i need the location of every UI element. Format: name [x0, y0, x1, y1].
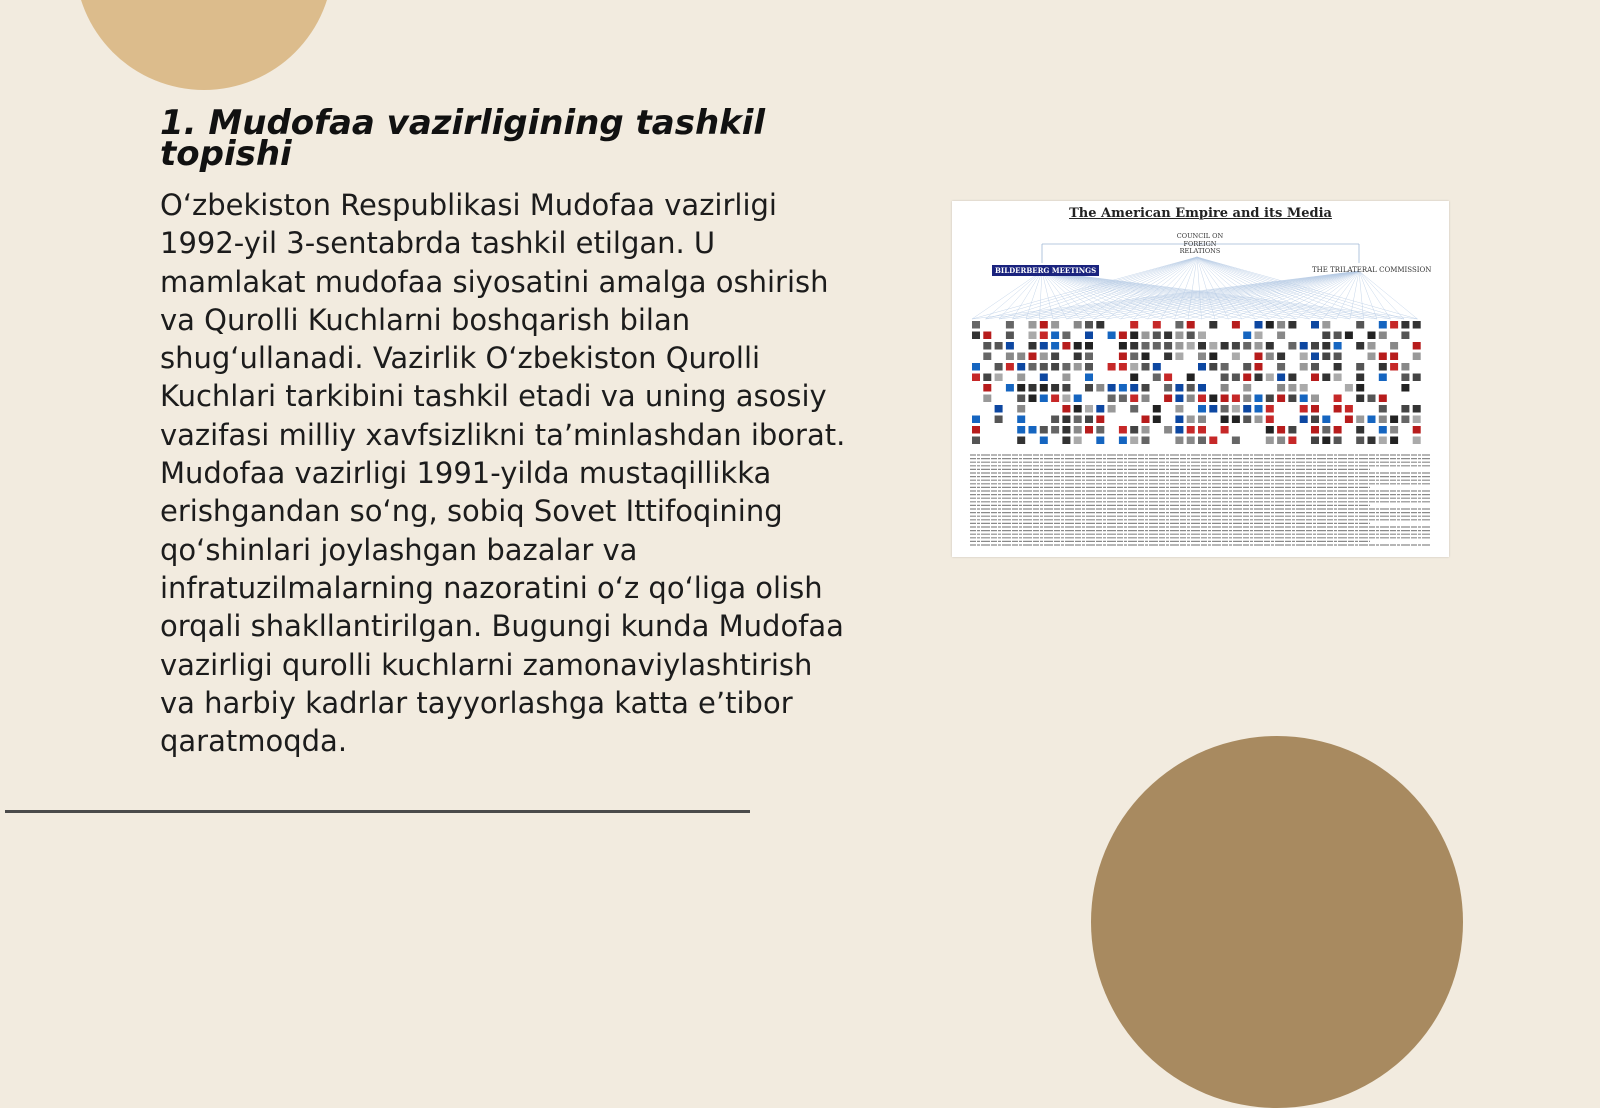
divider-line [5, 810, 750, 813]
media-network-image [952, 201, 1449, 557]
figure-trilateral-label: THE TRILATERAL COMMISSION [1312, 266, 1432, 274]
slide-title: 1. Mudofaa vazirligining tashkil topishi [160, 103, 766, 174]
decorative-circle-top [75, 0, 333, 90]
figure-bilderberg-label: BILDERBERG MEETINGS [992, 265, 1099, 276]
decorative-circle-bottom [1091, 736, 1463, 1108]
slide-body-text: O‘zbekiston Respublikasi Mudofaa vazirligi 1992-yil 3-sentabrda tashkil etilgan. U mamlakat mudofaa siyosatini amalga oshirish va Qurolli Kuchlarni boshqarish bilan shug‘ullanadi. Vazirlik O‘zbekiston Qurolli Kuchlari tarkibini tashkil etadi va uning asosiy vazifasi milliy xavfsizlikni ta’minlashdan iborat. Mudofaa vazirligi 1991-yilda mustaqillikka erishgandan so‘ng, sobiq Sovet Ittifoqining qo‘shinlari joylashgan bazalar va infratuzilmalarning nazoratini o‘z qo‘liga olish orqali shakllantirilgan. Bugungi kunda Mudofaa vazirligi qurolli kuchlarni zamonaviylashtirish va harbiy kadrlar tayyorlashga katta e’tibor qaratmoqda. [160, 188, 846, 759]
figure-cfr-label: COUNCIL ON FOREIGN RELATIONS [1176, 232, 1224, 255]
figure-title: The American Empire and its Media [1069, 206, 1332, 221]
